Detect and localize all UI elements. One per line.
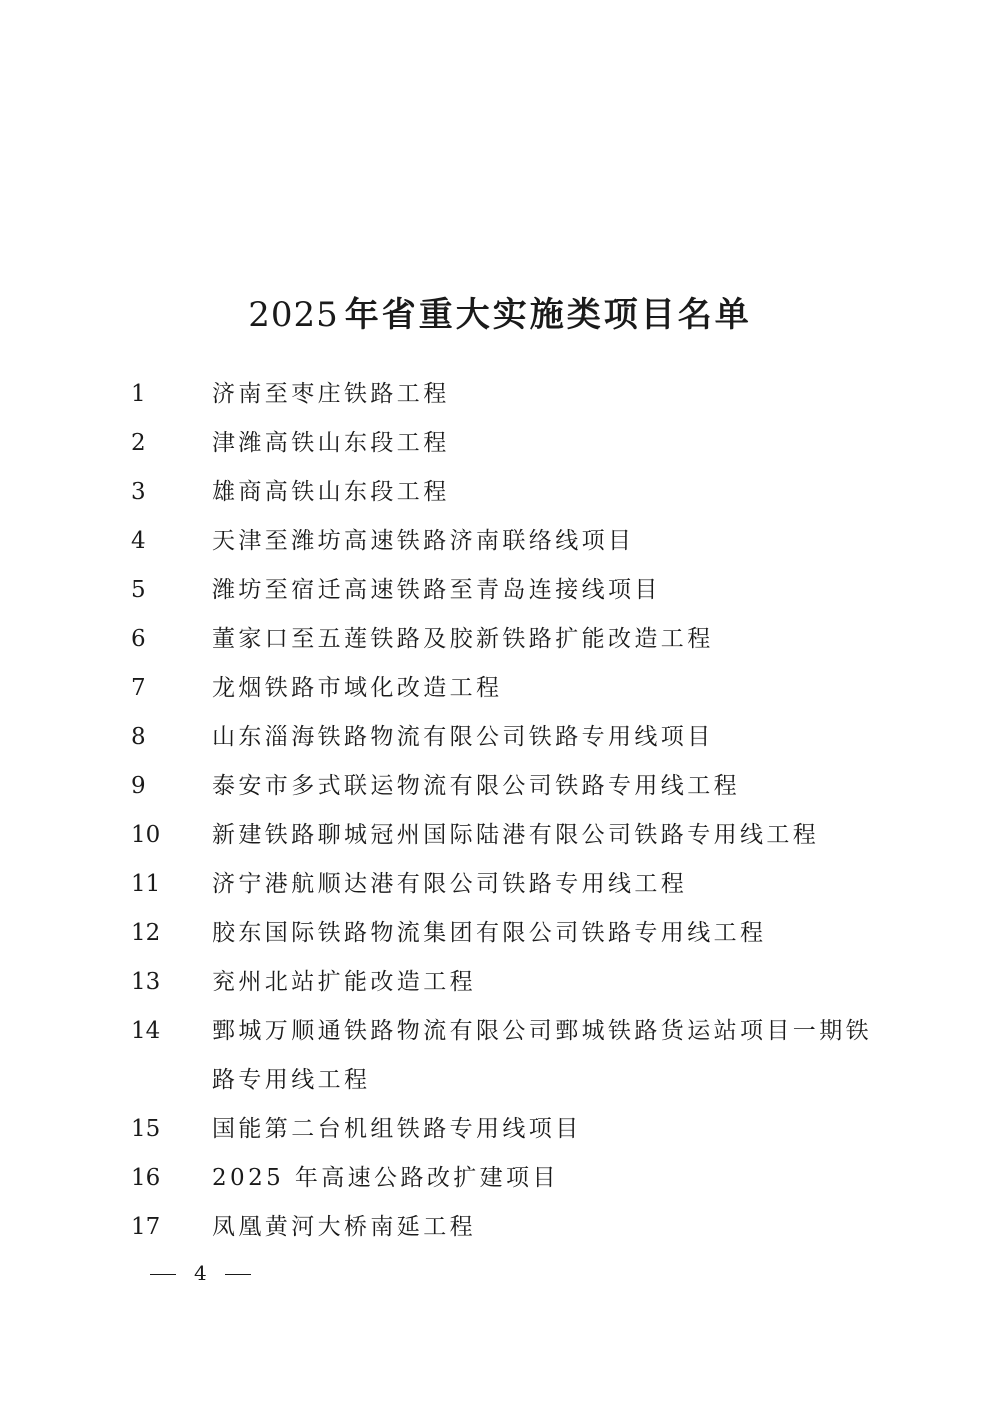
item-name: 凤凰黄河大桥南延工程: [212, 1214, 476, 1240]
item-number: 10: [131, 822, 161, 848]
item-number: 3: [131, 479, 146, 505]
page-title: [0, 291, 1000, 339]
list-item: [0, 664, 1000, 713]
item-number: 1: [131, 381, 146, 407]
list-item: [0, 1007, 1000, 1105]
item-name: 龙烟铁路市域化改造工程: [212, 675, 503, 701]
item-number: 12: [131, 920, 161, 946]
item-number: 16: [131, 1165, 161, 1191]
item-name: 新建铁路聊城冠州国际陆港有限公司铁路专用线工程: [212, 822, 820, 848]
list-item: [0, 762, 1000, 811]
item-number: 8: [131, 724, 146, 750]
item-number: 5: [131, 577, 146, 603]
list-item: [0, 860, 1000, 909]
list-item: [0, 1154, 1000, 1203]
list-item: [0, 615, 1000, 664]
item-name: 津潍高铁山东段工程: [212, 430, 450, 456]
item-number: 2: [131, 430, 146, 456]
item-name: 山东淄海铁路物流有限公司铁路专用线项目: [212, 724, 714, 750]
list-item: [0, 958, 1000, 1007]
item-number: 17: [131, 1214, 161, 1240]
list-item: [0, 1105, 1000, 1154]
list-item: [0, 468, 1000, 517]
item-name: 天津至潍坊高速铁路济南联络线项目: [212, 528, 635, 554]
list-item: [0, 566, 1000, 615]
item-number: 4: [131, 528, 146, 554]
item-name: 胶东国际铁路物流集团有限公司铁路专用线工程: [212, 920, 767, 946]
list-item: [0, 713, 1000, 762]
list-item: [0, 811, 1000, 860]
item-name: 雄商高铁山东段工程: [212, 479, 450, 505]
page-footer: [150, 1258, 251, 1288]
item-number: 9: [131, 773, 146, 799]
item-name: 2025 年高速公路改扩建项目: [212, 1165, 559, 1191]
list-item: [0, 1203, 1000, 1252]
item-number: 11: [131, 871, 161, 897]
item-name: 泰安市多式联运物流有限公司铁路专用线工程: [212, 773, 740, 799]
list-item: [0, 909, 1000, 958]
item-number: 15: [131, 1116, 161, 1142]
footer-dash-left: [150, 1274, 176, 1275]
item-name: 国能第二台机组铁路专用线项目: [212, 1116, 582, 1142]
item-name: 董家口至五莲铁路及胶新铁路扩能改造工程: [212, 626, 714, 652]
item-name: 兖州北站扩能改造工程: [212, 969, 476, 995]
item-number: 6: [131, 626, 146, 652]
list-item: [0, 517, 1000, 566]
item-name: 济宁港航顺达港有限公司铁路专用线工程: [212, 871, 688, 897]
item-name: 鄄城万顺通铁路物流有限公司鄄城铁路货运站项目一期铁路专用线工程: [212, 1018, 872, 1093]
title-text: 年省重大实施类项目名单: [344, 294, 752, 335]
item-number: 13: [131, 969, 161, 995]
item-number: 14: [131, 1018, 161, 1044]
title-year: 2025: [248, 294, 339, 335]
item-number: 7: [131, 675, 146, 701]
item-name: 济南至枣庄铁路工程: [212, 381, 450, 407]
item-name: 潍坊至宿迁高速铁路至青岛连接线项目: [212, 577, 661, 603]
footer-dash-right: [225, 1274, 251, 1275]
project-list: [0, 370, 1000, 1252]
list-item: [0, 419, 1000, 468]
list-item: [0, 370, 1000, 419]
page-number: 4: [194, 1261, 207, 1285]
